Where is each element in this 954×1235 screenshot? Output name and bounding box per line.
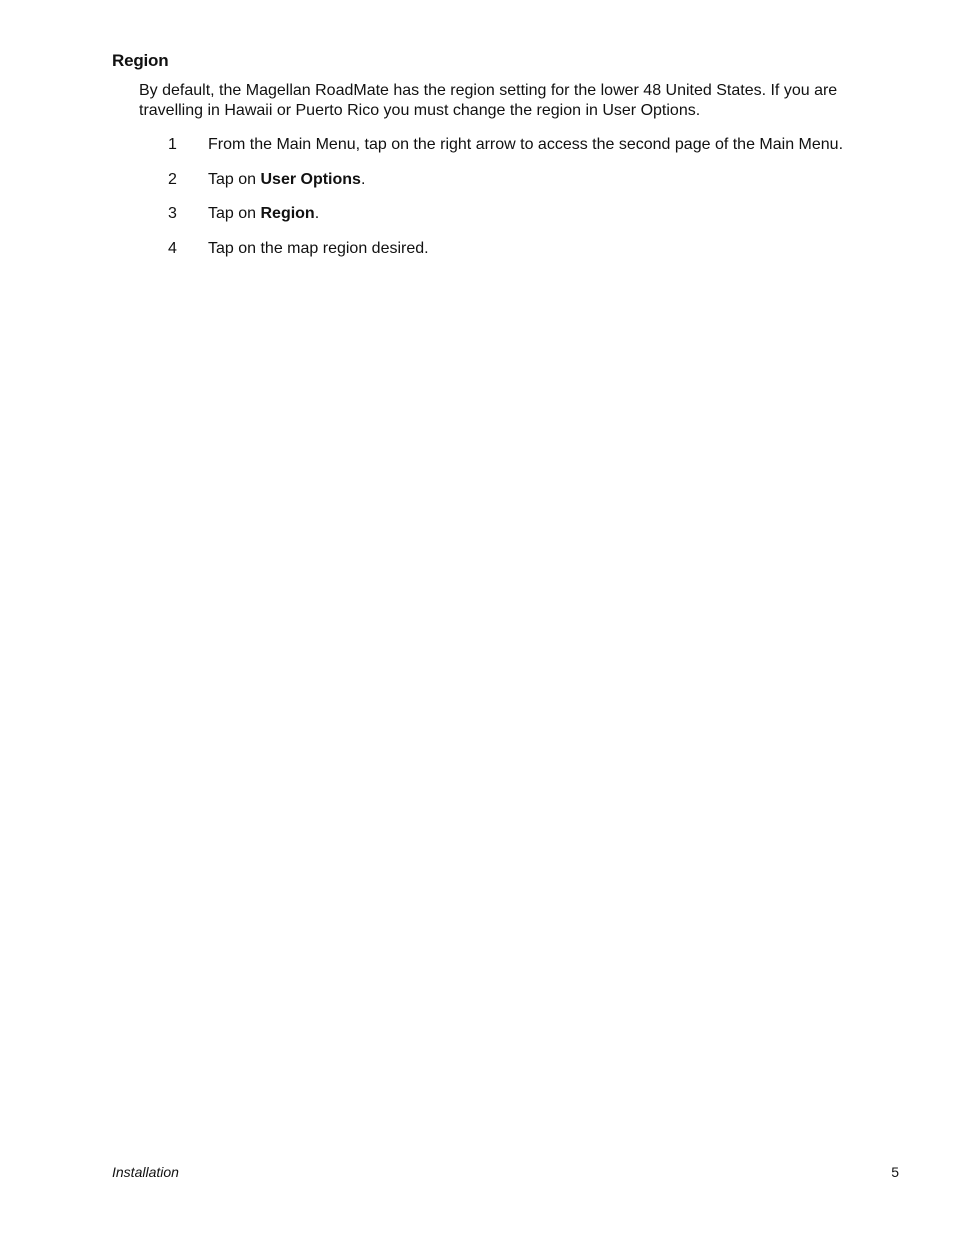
step-text: Tap on the map region desired. xyxy=(208,239,429,257)
step-emphasis: User Options xyxy=(260,170,361,188)
section-heading: Region xyxy=(112,51,169,70)
steps-list xyxy=(168,135,898,273)
step-suffix: . xyxy=(314,205,320,222)
step-item xyxy=(168,170,898,205)
step-item xyxy=(168,204,898,239)
step-text: From the Main Menu, tap on the right arrow to access the second page of the Main Menu. xyxy=(208,136,844,153)
step-number: 2 xyxy=(168,170,177,188)
step-prefix: Tap on xyxy=(208,205,261,222)
step-number: 1 xyxy=(168,136,177,153)
step-number: 4 xyxy=(168,239,177,257)
step-item xyxy=(168,135,898,170)
intro-paragraph: By default, the Magellan RoadMate has the region setting for the lower 48 United States. If you are travelling in Hawaii or Puerto Rico you must change the region in User Options. xyxy=(139,82,838,119)
footer-section-name: Installation xyxy=(112,1164,179,1180)
step-text xyxy=(208,170,365,190)
step-text xyxy=(208,204,319,224)
step-number: 3 xyxy=(168,205,177,222)
step-item xyxy=(168,239,898,274)
step-suffix: . xyxy=(360,170,366,188)
step-prefix: Tap on xyxy=(208,170,261,188)
step-emphasis: Region xyxy=(260,205,315,222)
footer-page-number: 5 xyxy=(891,1164,899,1180)
